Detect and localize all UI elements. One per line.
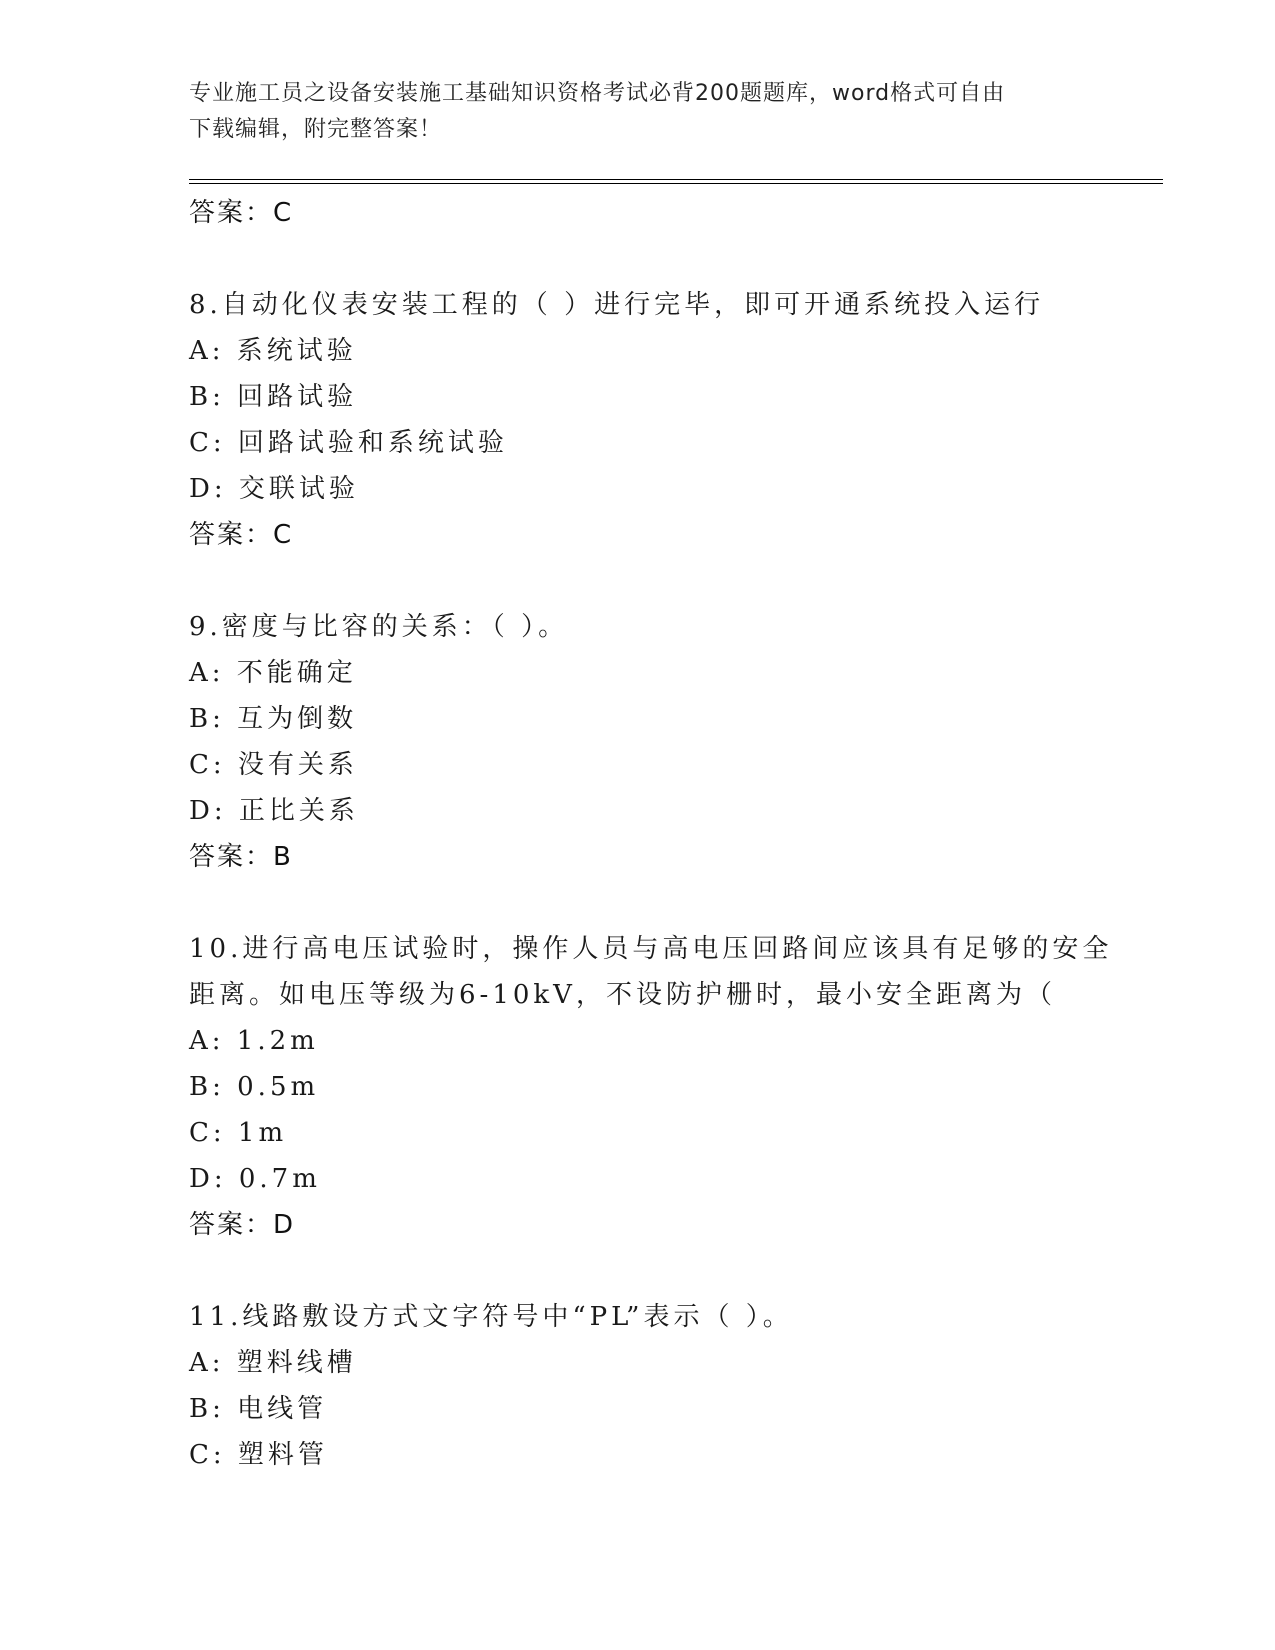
option-a: A: 塑料线槽 xyxy=(189,1348,357,1378)
option-c: C: 回路试验和系统试验 xyxy=(189,428,508,458)
question-stem: 8.自动化仪表安装工程的（ ）进行完毕，即可开通系统投入运行 xyxy=(189,290,1045,320)
option-c: C: 1m xyxy=(189,1118,288,1148)
option-b: B: 回路试验 xyxy=(189,382,358,412)
question-11 xyxy=(189,1294,1149,1478)
question-stem-line-1: 10.进行高电压试验时，操作人员与高电压回路间应该具有足够的安全 xyxy=(189,934,1113,964)
question-stem: 11.线路敷设方式文字符号中“PL”表示（ ）。 xyxy=(189,1302,793,1332)
option-c: C: 没有关系 xyxy=(189,750,358,780)
question-8 xyxy=(189,282,1149,558)
answer-line: 答案：C xyxy=(189,520,294,550)
header-title-line-2: 下载编辑，附完整答案！ xyxy=(189,117,443,142)
question-10 xyxy=(189,926,1149,1248)
option-b: B: 互为倒数 xyxy=(189,704,358,734)
header-divider xyxy=(189,179,1163,184)
question-9 xyxy=(189,604,1149,880)
option-b: B: 电线管 xyxy=(189,1394,328,1424)
page-header xyxy=(189,76,1089,148)
document-body xyxy=(189,190,1149,1478)
header-title-line-1: 专业施工员之设备安装施工基础知识资格考试必背200题题库，word格式可自由 xyxy=(189,81,1006,106)
answer-line: 答案：C xyxy=(189,198,294,228)
question-stem: 9.密度与比容的关系：（ ）。 xyxy=(189,612,569,642)
option-d: D: 交联试验 xyxy=(189,474,359,504)
option-d: D: 正比关系 xyxy=(189,796,359,826)
option-c: C: 塑料管 xyxy=(189,1440,328,1470)
question-stem-line-2: 距离。如电压等级为6-10kV，不设防护栅时，最小安全距离为（ xyxy=(189,980,1056,1010)
option-a: A: 不能确定 xyxy=(189,658,357,688)
option-d: D: 0.7m xyxy=(189,1164,321,1194)
option-a: A: 系统试验 xyxy=(189,336,357,366)
option-a: A: 1.2m xyxy=(189,1026,319,1056)
answer-line: 答案：D xyxy=(189,1210,296,1240)
option-b: B: 0.5m xyxy=(189,1072,320,1102)
answer-line: 答案：B xyxy=(189,842,293,872)
